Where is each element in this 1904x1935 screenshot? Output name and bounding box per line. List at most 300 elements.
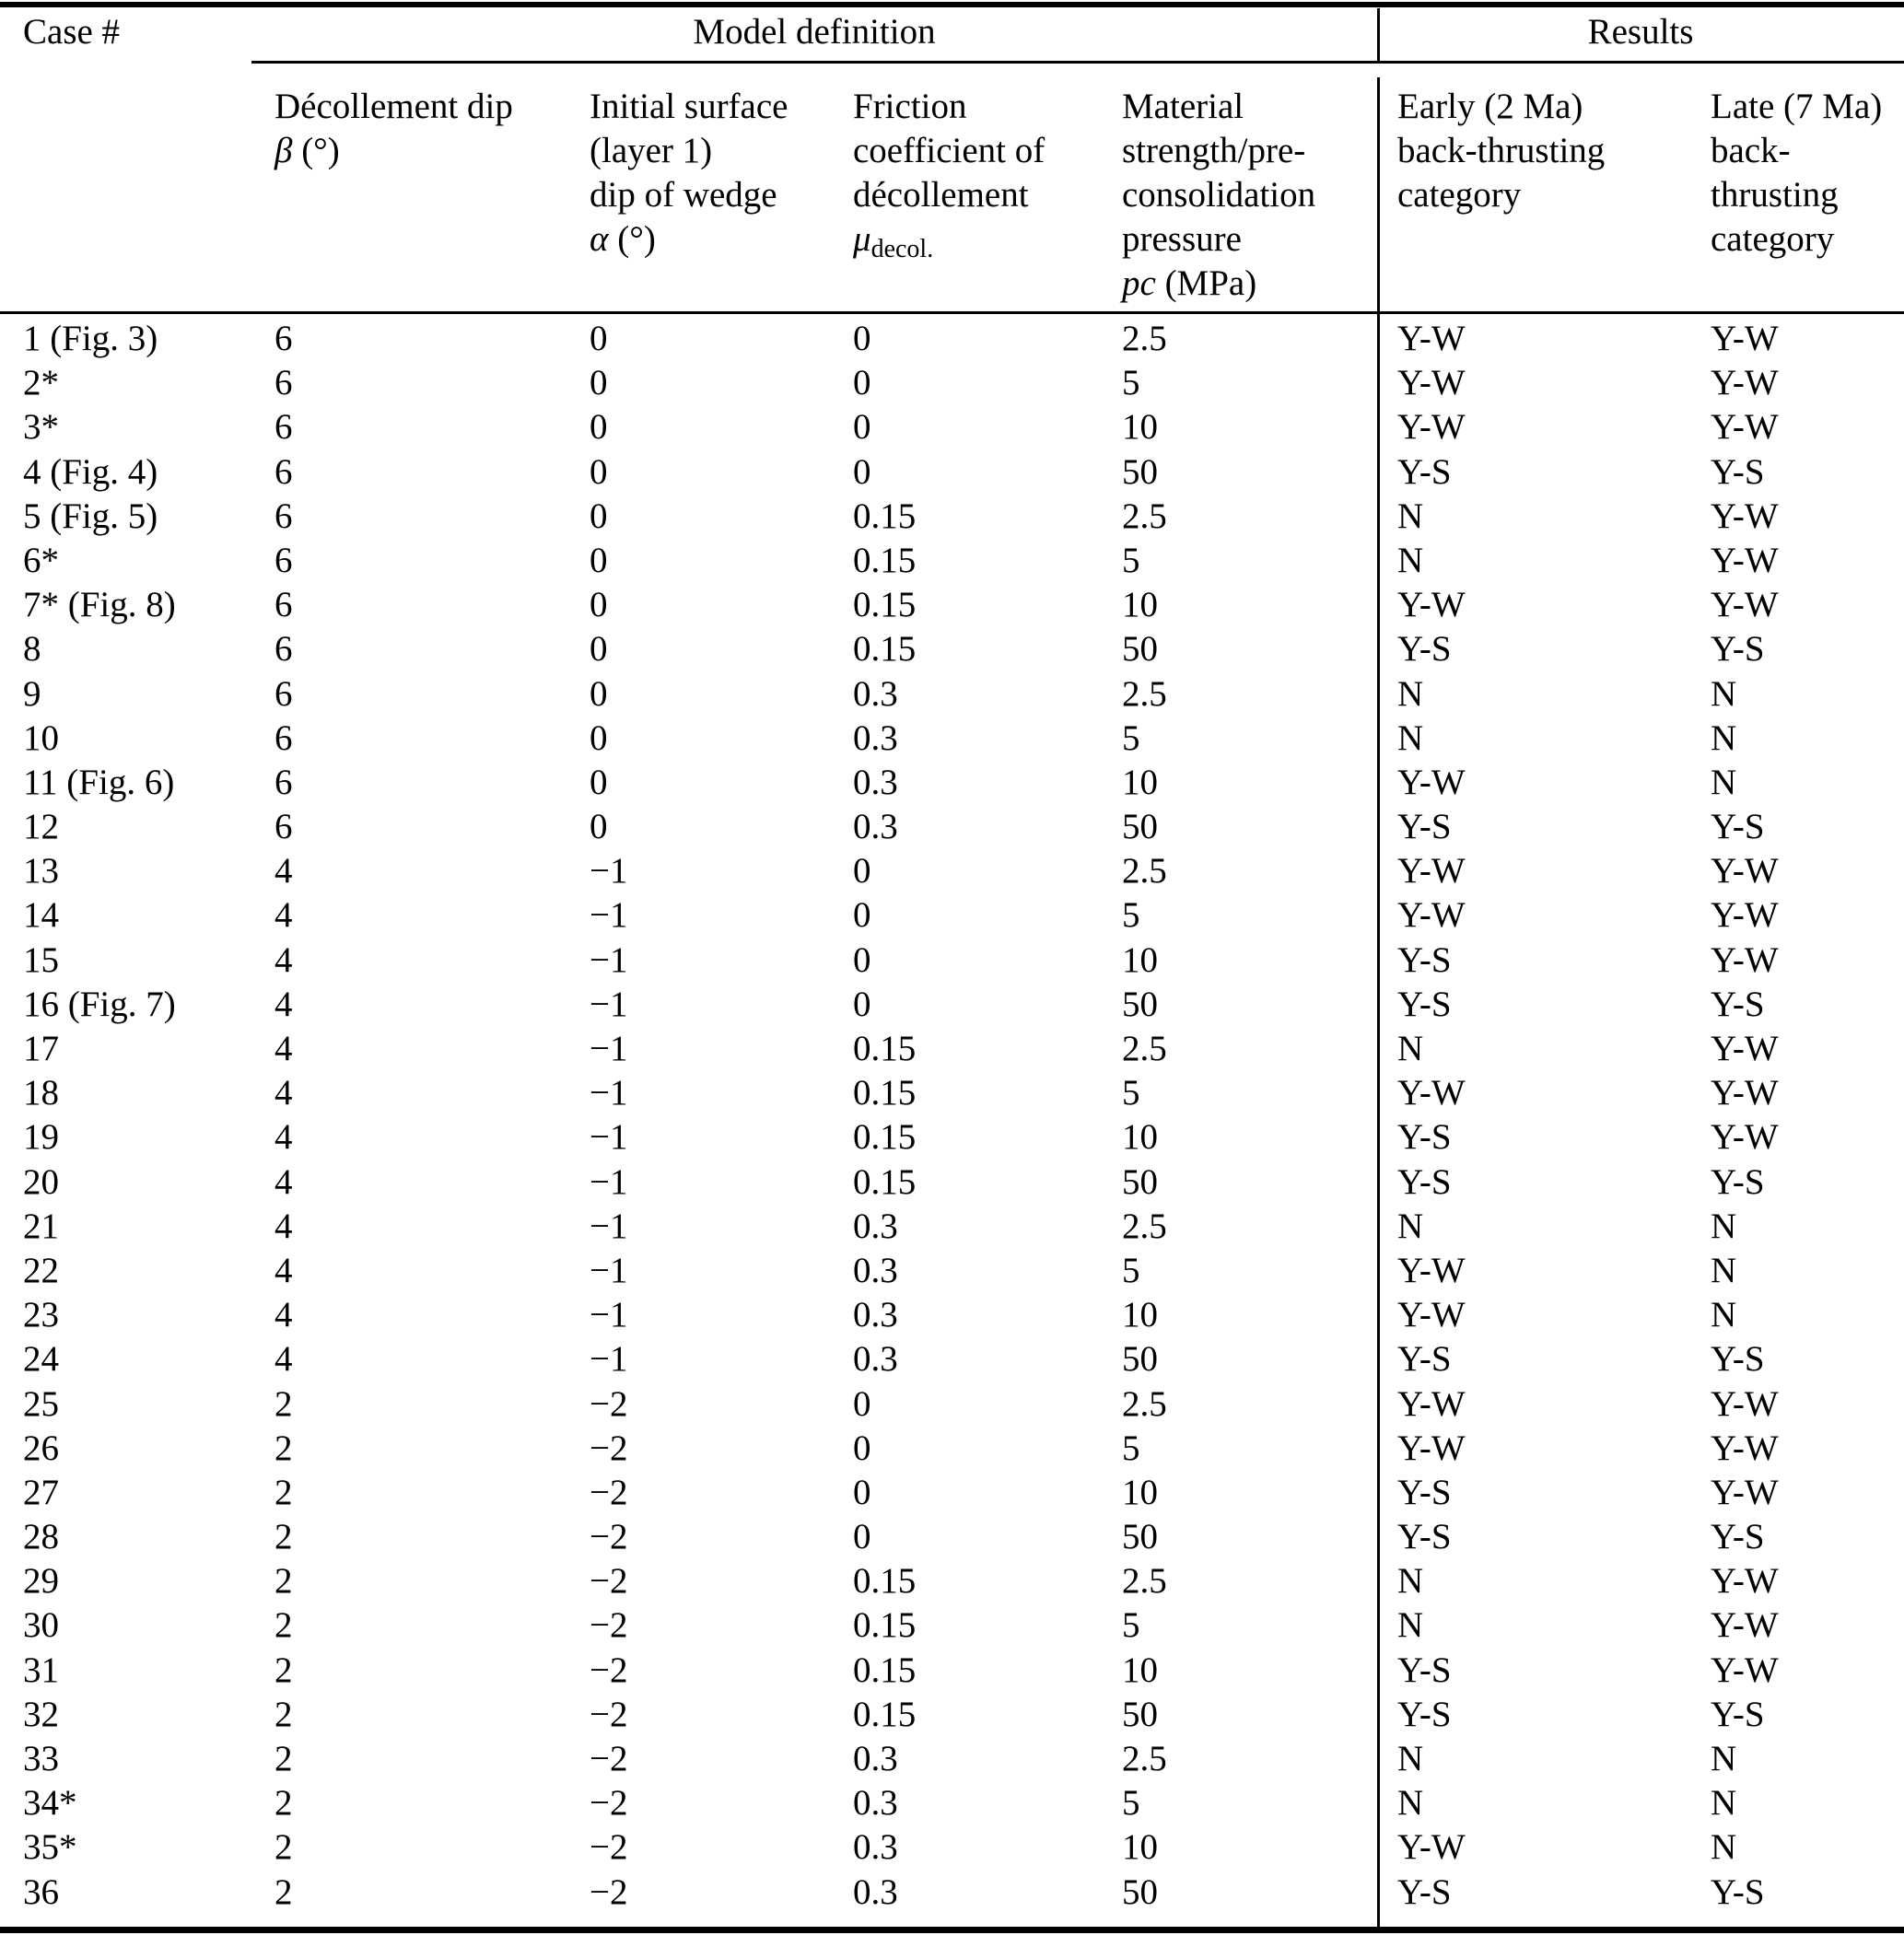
cell-mu: 0: [853, 851, 871, 892]
cell-mu: 0.15: [853, 629, 917, 670]
table-row: [0, 717, 1904, 761]
cell-early: Y-S: [1397, 1472, 1452, 1512]
header-line: thrusting: [1711, 175, 1839, 215]
alpha-unit: (°): [608, 219, 656, 259]
cell-mu: 0.15: [853, 585, 917, 625]
cell-case: 13: [23, 851, 59, 892]
cell-mu: 0.3: [853, 1206, 898, 1246]
table-row: [0, 317, 1904, 361]
cell-alpha: 0: [590, 629, 608, 670]
table-row: [0, 1559, 1904, 1603]
cell-pc: 2.5: [1122, 851, 1167, 892]
cell-beta: 4: [275, 939, 293, 980]
cell-early: Y-S: [1397, 1649, 1452, 1690]
cell-case: 20: [23, 1161, 59, 1202]
table-row: [0, 1471, 1904, 1515]
cell-pc: 2.5: [1122, 319, 1167, 358]
cell-early: Y-S: [1397, 1161, 1452, 1202]
table-row: [0, 1427, 1904, 1471]
cell-late: Y-W: [1711, 1029, 1779, 1068]
cell-early: Y-W: [1397, 1295, 1466, 1335]
table-row: [0, 1160, 1904, 1205]
cell-case: 24: [23, 1339, 59, 1380]
cell-case: 27: [23, 1472, 59, 1512]
cell-beta: 6: [275, 762, 293, 802]
header-line: consolidation: [1122, 175, 1316, 215]
cell-case: 10: [23, 717, 59, 758]
cell-early: Y-W: [1397, 1073, 1466, 1113]
cell-alpha: −2: [590, 1783, 628, 1824]
header-line: Late (7 Ma): [1711, 87, 1883, 126]
cell-late: Y-W: [1711, 1605, 1779, 1646]
cell-early: Y-S: [1397, 1517, 1452, 1557]
cell-beta: 2: [275, 1428, 293, 1468]
cell-alpha: 0: [590, 673, 608, 714]
cell-mu: 0: [853, 1472, 871, 1512]
cell-pc: 5: [1122, 1783, 1140, 1824]
cell-beta: 2: [275, 1739, 293, 1778]
column-header-decollement-dip: [275, 85, 513, 173]
cell-pc: 10: [1122, 407, 1158, 448]
cell-alpha: 0: [590, 717, 608, 758]
header-line: coefficient of: [853, 131, 1045, 170]
cell-early: N: [1397, 1605, 1424, 1646]
cell-early: N: [1397, 1561, 1424, 1602]
column-header-friction-coefficient: [853, 85, 1045, 265]
cell-late: Y-W: [1711, 407, 1779, 448]
cell-alpha: −1: [590, 1073, 628, 1113]
cell-pc: 10: [1122, 1827, 1158, 1868]
column-header-material-strength: [1122, 85, 1315, 306]
table-row: [0, 583, 1904, 627]
cell-pc: 50: [1122, 451, 1158, 492]
cell-beta: 4: [275, 1339, 293, 1380]
cell-case: 32: [23, 1694, 59, 1734]
cell-case: 34*: [23, 1783, 77, 1824]
cell-case: 3*: [23, 407, 59, 448]
cell-late: N: [1711, 1295, 1737, 1335]
cell-alpha: 0: [590, 495, 608, 536]
cell-mu: 0.15: [853, 1029, 917, 1068]
cell-early: Y-W: [1397, 407, 1466, 448]
cell-pc: 10: [1122, 762, 1158, 802]
cell-beta: 2: [275, 1561, 293, 1602]
cell-mu: 0: [853, 407, 871, 448]
cell-beta: 4: [275, 1295, 293, 1335]
cell-mu: 0: [853, 451, 871, 492]
cell-pc: 2.5: [1122, 673, 1167, 714]
cell-case: 25: [23, 1383, 59, 1424]
cell-case: 6*: [23, 540, 59, 580]
cell-late: Y-W: [1711, 319, 1779, 358]
cell-beta: 4: [275, 1250, 293, 1290]
cell-alpha: 0: [590, 585, 608, 625]
table-row: [0, 1337, 1904, 1381]
table-row: [0, 1515, 1904, 1559]
header-line: (layer 1): [590, 131, 713, 170]
model-definition-group-header: Model definition: [693, 12, 936, 52]
cell-early: Y-S: [1397, 629, 1452, 670]
cell-alpha: 0: [590, 762, 608, 802]
table-row: [0, 450, 1904, 495]
cell-mu: 0.3: [853, 1339, 898, 1380]
cell-mu: 0.15: [853, 1161, 917, 1202]
cell-pc: 50: [1122, 1871, 1158, 1912]
cell-mu: 0: [853, 1517, 871, 1557]
table-row: [0, 405, 1904, 449]
cell-case: 33: [23, 1739, 59, 1778]
cell-early: Y-W: [1397, 1428, 1466, 1468]
cell-pc: 5: [1122, 1605, 1140, 1646]
cell-mu: 0.15: [853, 1649, 917, 1690]
cell-pc: 10: [1122, 1472, 1158, 1512]
table-row: [0, 893, 1904, 938]
cell-alpha: −1: [590, 1117, 628, 1158]
cell-pc: 10: [1122, 585, 1158, 625]
cell-mu: 0: [853, 1428, 871, 1468]
table-row: [0, 1205, 1904, 1249]
cell-alpha: −1: [590, 851, 628, 892]
case-number-header: Case #: [23, 12, 121, 52]
cell-late: N: [1711, 717, 1737, 758]
cell-case: 17: [23, 1029, 59, 1068]
header-line: category: [1397, 175, 1522, 215]
cell-case: 31: [23, 1649, 59, 1690]
cell-early: Y-S: [1397, 984, 1452, 1024]
cell-beta: 6: [275, 451, 293, 492]
cell-early: Y-W: [1397, 319, 1466, 358]
cell-late: N: [1711, 1739, 1737, 1778]
cell-pc: 50: [1122, 807, 1158, 847]
cell-beta: 6: [275, 363, 293, 403]
cell-beta: 2: [275, 1871, 293, 1912]
cell-mu: 0.3: [853, 1827, 898, 1868]
cell-late: Y-W: [1711, 1073, 1779, 1113]
beta-symbol: β: [275, 131, 293, 170]
cell-beta: 4: [275, 1206, 293, 1246]
cell-pc: 5: [1122, 1428, 1140, 1468]
cell-beta: 2: [275, 1783, 293, 1824]
cell-beta: 2: [275, 1649, 293, 1690]
cell-beta: 4: [275, 1029, 293, 1068]
table-bottom-border: [0, 1927, 1904, 1933]
cell-alpha: −2: [590, 1472, 628, 1512]
cell-alpha: −1: [590, 1339, 628, 1380]
cell-alpha: −2: [590, 1694, 628, 1734]
table-top-border: [0, 2, 1904, 7]
mu-subscript: decol.: [870, 235, 934, 263]
cell-early: Y-S: [1397, 1871, 1452, 1912]
cell-early: N: [1397, 495, 1424, 536]
table-row: [0, 627, 1904, 671]
cell-pc: 2.5: [1122, 1383, 1167, 1424]
cell-pc: 5: [1122, 895, 1140, 936]
cell-case: 18: [23, 1073, 59, 1113]
cell-pc: 5: [1122, 1250, 1140, 1290]
cell-case: 30: [23, 1605, 59, 1646]
cell-mu: 0.3: [853, 1783, 898, 1824]
cell-alpha: −2: [590, 1561, 628, 1602]
cell-alpha: 0: [590, 807, 608, 847]
table-row: [0, 1115, 1904, 1160]
cell-early: Y-W: [1397, 895, 1466, 936]
cell-case: 29: [23, 1561, 59, 1602]
cell-pc: 2.5: [1122, 1029, 1167, 1068]
cell-beta: 6: [275, 717, 293, 758]
cell-case: 11 (Fig. 6): [23, 762, 175, 802]
cell-late: Y-W: [1711, 1561, 1779, 1602]
cell-case: 8: [23, 629, 41, 670]
cell-alpha: −1: [590, 895, 628, 936]
cell-alpha: −1: [590, 1206, 628, 1246]
cell-mu: 0: [853, 319, 871, 358]
cell-case: 4 (Fig. 4): [23, 451, 158, 492]
header-line: Initial surface: [590, 87, 788, 126]
cell-early: Y-W: [1397, 1383, 1466, 1424]
cell-beta: 4: [275, 1117, 293, 1158]
cell-mu: 0: [853, 939, 871, 980]
cell-early: N: [1397, 1739, 1424, 1778]
cell-late: N: [1711, 673, 1737, 714]
cell-mu: 0: [853, 984, 871, 1024]
cell-beta: 2: [275, 1383, 293, 1424]
table-row: [0, 1603, 1904, 1648]
cell-early: N: [1397, 673, 1424, 714]
cell-beta: 6: [275, 319, 293, 358]
header-line: Friction: [853, 87, 967, 126]
table-row: [0, 672, 1904, 717]
cell-early: Y-W: [1397, 762, 1466, 802]
table-row: [0, 1649, 1904, 1693]
cell-alpha: −2: [590, 1739, 628, 1778]
cell-case: 12: [23, 807, 59, 847]
cell-mu: 0.3: [853, 1871, 898, 1912]
table-row: [0, 1737, 1904, 1781]
cell-early: Y-W: [1397, 363, 1466, 403]
cell-case: 28: [23, 1517, 59, 1557]
table-row: [0, 1071, 1904, 1115]
cell-case: 15: [23, 939, 59, 980]
cell-beta: 6: [275, 807, 293, 847]
cell-alpha: −1: [590, 984, 628, 1024]
cell-late: Y-W: [1711, 495, 1779, 536]
cell-case: 16 (Fig. 7): [23, 984, 176, 1024]
cell-early: Y-S: [1397, 1694, 1452, 1734]
cell-alpha: −2: [590, 1383, 628, 1424]
alpha-symbol: α: [590, 219, 609, 259]
table-row: [0, 1693, 1904, 1737]
cell-case: 9: [23, 673, 41, 714]
table-body: [0, 317, 1904, 1916]
header-line: décollement: [853, 175, 1029, 215]
cell-mu: 0.3: [853, 673, 898, 714]
header-line: back-thrusting: [1397, 131, 1606, 170]
cell-case: 23: [23, 1295, 59, 1335]
cell-early: N: [1397, 1206, 1424, 1246]
cell-alpha: −2: [590, 1605, 628, 1646]
header-line: dip of wedge: [590, 175, 777, 215]
cell-alpha: 0: [590, 407, 608, 448]
cell-early: Y-W: [1397, 1827, 1466, 1868]
header-line: [590, 217, 788, 262]
cell-beta: 2: [275, 1472, 293, 1512]
cell-case: 14: [23, 895, 59, 936]
cell-beta: 2: [275, 1605, 293, 1646]
cell-alpha: 0: [590, 319, 608, 358]
header-line: Material: [1122, 87, 1244, 126]
cell-late: Y-W: [1711, 1428, 1779, 1468]
table-row: [0, 539, 1904, 583]
header-line: Décollement dip: [275, 87, 513, 126]
cell-late: Y-S: [1711, 807, 1765, 847]
cell-pc: 50: [1122, 1517, 1158, 1557]
pc-unit: (MPa): [1155, 263, 1257, 303]
cell-late: Y-S: [1711, 1694, 1765, 1734]
cell-pc: 10: [1122, 939, 1158, 980]
cell-case: 35*: [23, 1827, 77, 1868]
cell-late: Y-S: [1711, 984, 1765, 1024]
column-header-initial-surface-dip: [590, 85, 788, 262]
cell-beta: 4: [275, 851, 293, 892]
cell-late: Y-W: [1711, 851, 1779, 892]
cell-case: 36: [23, 1871, 59, 1912]
table-row: [0, 1249, 1904, 1293]
cell-pc: 2.5: [1122, 1561, 1167, 1602]
cell-late: Y-W: [1711, 540, 1779, 580]
header-line: Early (2 Ma): [1397, 87, 1583, 126]
cell-pc: 2.5: [1122, 1739, 1167, 1778]
cell-early: Y-S: [1397, 1117, 1452, 1158]
cell-case: 21: [23, 1206, 59, 1246]
table-row: [0, 1871, 1904, 1915]
cell-alpha: −2: [590, 1871, 628, 1912]
cell-late: Y-W: [1711, 363, 1779, 403]
cell-early: N: [1397, 540, 1424, 580]
mu-symbol: μ: [853, 219, 871, 259]
header-line: [853, 217, 1045, 265]
cell-mu: 0.3: [853, 717, 898, 758]
cell-mu: 0.15: [853, 1561, 917, 1602]
header-line: pressure: [1122, 219, 1242, 259]
cell-pc: 5: [1122, 363, 1140, 403]
cell-beta: 2: [275, 1694, 293, 1734]
cell-late: Y-W: [1711, 1383, 1779, 1424]
cell-alpha: −2: [590, 1827, 628, 1868]
cell-alpha: −1: [590, 1029, 628, 1068]
cell-early: N: [1397, 1783, 1424, 1824]
table-row: [0, 805, 1904, 849]
cell-late: Y-W: [1711, 939, 1779, 980]
cell-pc: 2.5: [1122, 495, 1167, 536]
cell-mu: 0.3: [853, 1295, 898, 1335]
table-row: [0, 1825, 1904, 1870]
cell-pc: 50: [1122, 1339, 1158, 1380]
cell-mu: 0.15: [853, 1117, 917, 1158]
cell-mu: 0: [853, 1383, 871, 1424]
cell-late: Y-S: [1711, 1517, 1765, 1557]
cell-mu: 0.3: [853, 762, 898, 802]
cell-early: Y-W: [1397, 1250, 1466, 1290]
cell-late: Y-S: [1711, 629, 1765, 670]
cell-mu: 0.3: [853, 807, 898, 847]
cell-mu: 0.15: [853, 1605, 917, 1646]
cell-beta: 6: [275, 673, 293, 714]
header-line: [275, 129, 513, 173]
cell-case: 1 (Fig. 3): [23, 319, 158, 358]
cell-alpha: 0: [590, 451, 608, 492]
cell-case: 7* (Fig. 8): [23, 585, 176, 625]
table-row: [0, 938, 1904, 983]
cell-late: Y-W: [1711, 585, 1779, 625]
cell-late: Y-S: [1711, 1339, 1765, 1380]
cell-early: Y-S: [1397, 939, 1452, 980]
cell-alpha: −2: [590, 1428, 628, 1468]
cell-beta: 6: [275, 540, 293, 580]
cell-early: Y-S: [1397, 451, 1452, 492]
cell-case: 26: [23, 1428, 59, 1468]
table-row: [0, 1382, 1904, 1427]
table-row: [0, 849, 1904, 893]
table-row: [0, 983, 1904, 1027]
table-row: [0, 761, 1904, 805]
cell-mu: 0: [853, 363, 871, 403]
cell-late: Y-S: [1711, 1871, 1765, 1912]
header-body-separator: [0, 311, 1904, 314]
cell-case: 2*: [23, 363, 59, 403]
cell-beta: 6: [275, 629, 293, 670]
cell-alpha: −1: [590, 939, 628, 980]
cell-alpha: −2: [590, 1649, 628, 1690]
table-row: [0, 1781, 1904, 1825]
cell-beta: 4: [275, 984, 293, 1024]
cell-mu: 0.15: [853, 540, 917, 580]
cell-mu: 0.15: [853, 1694, 917, 1734]
header-line: [1122, 262, 1315, 306]
column-header-early-backthrusting: [1397, 85, 1605, 217]
cell-late: Y-W: [1711, 895, 1779, 936]
cell-early: Y-S: [1397, 1339, 1452, 1380]
cell-case: 5 (Fig. 5): [23, 495, 158, 536]
cell-early: N: [1397, 717, 1424, 758]
cell-pc: 5: [1122, 540, 1140, 580]
cell-early: Y-W: [1397, 585, 1466, 625]
cell-pc: 10: [1122, 1649, 1158, 1690]
cell-beta: 4: [275, 1073, 293, 1113]
cell-alpha: 0: [590, 363, 608, 403]
cell-beta: 2: [275, 1827, 293, 1868]
cell-alpha: −2: [590, 1517, 628, 1557]
cell-pc: 10: [1122, 1295, 1158, 1335]
cell-pc: 50: [1122, 984, 1158, 1024]
cell-pc: 2.5: [1122, 1206, 1167, 1246]
cell-early: Y-W: [1397, 851, 1466, 892]
cell-case: 22: [23, 1250, 59, 1290]
cell-alpha: −1: [590, 1295, 628, 1335]
cell-late: Y-W: [1711, 1117, 1779, 1158]
cell-beta: 2: [275, 1517, 293, 1557]
cell-early: N: [1397, 1029, 1424, 1068]
table-row: [0, 495, 1904, 539]
cell-late: N: [1711, 1250, 1737, 1290]
header-line: back-: [1711, 131, 1791, 170]
cell-late: N: [1711, 1206, 1737, 1246]
pc-symbol: pc: [1122, 263, 1156, 303]
cell-late: N: [1711, 1827, 1737, 1868]
cell-mu: 0: [853, 895, 871, 936]
cell-alpha: −1: [590, 1250, 628, 1290]
table-row: [0, 361, 1904, 405]
cell-pc: 10: [1122, 1117, 1158, 1158]
